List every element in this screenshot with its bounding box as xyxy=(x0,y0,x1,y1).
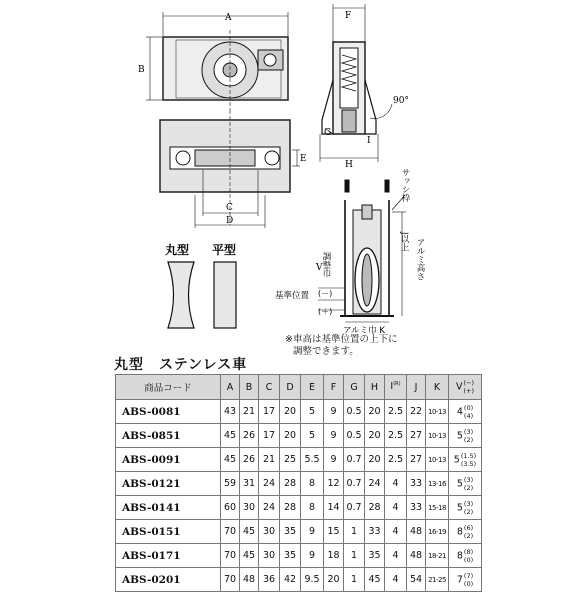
table-row xyxy=(116,424,482,448)
cell-h: 45 xyxy=(365,568,385,592)
minus-label: (－) xyxy=(318,289,333,298)
v-value: 7 xyxy=(456,574,463,585)
v-plus-value: (2) xyxy=(463,507,474,516)
plus-label: (＋) xyxy=(318,307,333,316)
table-row xyxy=(116,472,482,496)
cell-f: 12 xyxy=(324,472,344,496)
sash-label: サッシ枠 xyxy=(400,168,410,202)
cell-a: 45 xyxy=(221,424,240,448)
table-row xyxy=(116,544,482,568)
cell-e: 8 xyxy=(301,472,324,496)
cell-e: 9.5 xyxy=(301,568,324,592)
cell-j: 27 xyxy=(407,448,426,472)
cell-c: 30 xyxy=(259,520,280,544)
cell-v xyxy=(449,400,482,424)
cell-h: 20 xyxy=(365,400,385,424)
v-value: 8 xyxy=(456,550,463,561)
cell-g: 0.5 xyxy=(344,400,365,424)
dim-i: I xyxy=(367,136,371,146)
j-over-label: J以上 xyxy=(399,232,409,252)
side-view xyxy=(320,4,392,162)
cell-g: 0.7 xyxy=(344,448,365,472)
cell-v xyxy=(449,496,482,520)
cell-k: 10-13 xyxy=(426,400,449,424)
cell-d: 35 xyxy=(280,544,301,568)
cell-v xyxy=(449,424,482,448)
cell-b: 45 xyxy=(240,520,259,544)
cell-h: 33 xyxy=(365,520,385,544)
cell-f: 9 xyxy=(324,448,344,472)
cell-f: 15 xyxy=(324,520,344,544)
table-row xyxy=(116,400,482,424)
cell-h: 20 xyxy=(365,424,385,448)
v-minus-value: (8) xyxy=(463,547,474,556)
cell-f: 9 xyxy=(324,400,344,424)
cell-j: 48 xyxy=(407,544,426,568)
cell-c: 17 xyxy=(259,424,280,448)
cell-d: 25 xyxy=(280,448,301,472)
v-label: V xyxy=(316,263,323,273)
cell-d: 28 xyxy=(280,472,301,496)
cell-a: 70 xyxy=(221,544,240,568)
header-v: V(−) (+) xyxy=(449,375,482,400)
cell-v xyxy=(449,472,482,496)
v-plus-value: (0) xyxy=(463,555,474,564)
v-minus-value: (1.5) xyxy=(460,451,477,460)
cell-f: 20 xyxy=(324,568,344,592)
cell-j: 22 xyxy=(407,400,426,424)
cell-g: 1 xyxy=(344,568,365,592)
cell-k: 10-13 xyxy=(426,424,449,448)
cell-b: 26 xyxy=(240,424,259,448)
v-minus-value: (3) xyxy=(463,427,474,436)
cell-e: 5 xyxy=(301,424,324,448)
cell-i: 4 xyxy=(385,520,407,544)
cell-c: 21 xyxy=(259,448,280,472)
cell-d: 20 xyxy=(280,424,301,448)
product-code: ABS-0151 xyxy=(116,520,221,544)
dim-e: E xyxy=(300,154,307,164)
v-value: 5 xyxy=(456,430,463,441)
header-c: C xyxy=(259,375,280,400)
cell-b: 48 xyxy=(240,568,259,592)
dim-h: H xyxy=(345,160,353,170)
product-code: ABS-0141 xyxy=(116,496,221,520)
cell-d: 20 xyxy=(280,400,301,424)
header-a: A xyxy=(221,375,240,400)
v-value: 8 xyxy=(456,526,463,537)
header-i: $I^{(R)}$ xyxy=(385,375,407,400)
cell-v xyxy=(449,544,482,568)
dim-a: A xyxy=(225,13,232,23)
cell-d: 28 xyxy=(280,496,301,520)
cell-b: 21 xyxy=(240,400,259,424)
header-k: K xyxy=(426,375,449,400)
round-label: 丸型 xyxy=(165,243,190,257)
header-d: D xyxy=(280,375,301,400)
cell-j: 54 xyxy=(407,568,426,592)
v-value: 5 xyxy=(456,502,463,513)
v-minus-value: (0) xyxy=(463,403,474,412)
cell-j: 27 xyxy=(407,424,426,448)
product-code: ABS-0201 xyxy=(116,568,221,592)
cell-h: 35 xyxy=(365,544,385,568)
dim-d: D xyxy=(226,216,234,226)
cell-i: 4 xyxy=(385,472,407,496)
table-row xyxy=(116,520,482,544)
cell-a: 45 xyxy=(221,448,240,472)
header-g: G xyxy=(344,375,365,400)
front-view xyxy=(146,12,288,110)
cell-b: 45 xyxy=(240,544,259,568)
v-plus-value: (2) xyxy=(463,483,474,492)
cell-e: 5 xyxy=(301,400,324,424)
cell-k: 16-19 xyxy=(426,520,449,544)
cell-b: 30 xyxy=(240,496,259,520)
table-row xyxy=(116,496,482,520)
cell-a: 43 xyxy=(221,400,240,424)
cell-b: 31 xyxy=(240,472,259,496)
cell-g: 0.7 xyxy=(344,472,365,496)
v-plus-value: (2) xyxy=(463,531,474,540)
cell-v xyxy=(449,520,482,544)
cell-j: 48 xyxy=(407,520,426,544)
v-minus-value: (7) xyxy=(463,571,474,580)
table-header-row xyxy=(116,375,482,400)
angle-label: 90° xyxy=(393,96,409,106)
cell-c: 24 xyxy=(259,472,280,496)
header-code: 商品コード xyxy=(116,375,221,400)
cell-a: 70 xyxy=(221,520,240,544)
v-plus-value: (0) xyxy=(463,579,474,588)
product-code: ABS-0091 xyxy=(116,448,221,472)
cell-c: 30 xyxy=(259,544,280,568)
flat-label: 平型 xyxy=(212,243,237,257)
cell-e: 5.5 xyxy=(301,448,324,472)
cell-c: 24 xyxy=(259,496,280,520)
dim-c: C xyxy=(226,203,233,213)
header-b: B xyxy=(240,375,259,400)
rail-view xyxy=(318,180,406,322)
cell-g: 1 xyxy=(344,544,365,568)
cell-i: 4 xyxy=(385,568,407,592)
cell-h: 20 xyxy=(365,448,385,472)
dim-b: B xyxy=(138,65,145,75)
v-minus-value: (3) xyxy=(463,499,474,508)
header-f: F xyxy=(324,375,344,400)
cell-b: 26 xyxy=(240,448,259,472)
cell-g: 1 xyxy=(344,520,365,544)
spec-table xyxy=(115,374,482,592)
cell-e: 9 xyxy=(301,520,324,544)
cell-i: 2.5 xyxy=(385,448,407,472)
dim-f: F xyxy=(345,11,352,21)
cell-i: 4 xyxy=(385,544,407,568)
section-title: 丸型 ステンレス車 xyxy=(114,357,248,373)
v-minus-value: (3) xyxy=(463,475,474,484)
cell-j: 33 xyxy=(407,496,426,520)
dim-g: G xyxy=(324,128,332,138)
cell-f: 18 xyxy=(324,544,344,568)
product-code: ABS-0171 xyxy=(116,544,221,568)
cell-h: 24 xyxy=(365,472,385,496)
cell-i: 2.5 xyxy=(385,424,407,448)
cell-k: 15-18 xyxy=(426,496,449,520)
v-value: 5 xyxy=(453,454,460,465)
cell-k: 13-16 xyxy=(426,472,449,496)
cell-k: 10-13 xyxy=(426,448,449,472)
cell-f: 9 xyxy=(324,424,344,448)
cell-a: 60 xyxy=(221,496,240,520)
alumi-height-label: アルミ高さ xyxy=(415,238,425,281)
product-code: ABS-0851 xyxy=(116,424,221,448)
header-e: E xyxy=(301,375,324,400)
adjustment-note xyxy=(285,334,397,358)
cell-c: 36 xyxy=(259,568,280,592)
flat-wheel-profile xyxy=(214,262,236,328)
cell-k: 18-21 xyxy=(426,544,449,568)
cell-j: 33 xyxy=(407,472,426,496)
cell-d: 42 xyxy=(280,568,301,592)
cell-f: 14 xyxy=(324,496,344,520)
v-value: 4 xyxy=(456,406,463,417)
table-row xyxy=(116,448,482,472)
note-line-2: 調整できます。 xyxy=(293,346,359,357)
cell-a: 59 xyxy=(221,472,240,496)
v-plus-value: (3.5) xyxy=(460,459,477,468)
v-minus-value: (6) xyxy=(463,523,474,532)
cell-k: 21-25 xyxy=(426,568,449,592)
header-h: H xyxy=(365,375,385,400)
cell-a: 70 xyxy=(221,568,240,592)
header-j: J xyxy=(407,375,426,400)
note-line-1: ※車高は基準位置の上下に xyxy=(285,334,398,345)
cell-g: 0.5 xyxy=(344,424,365,448)
product-code: ABS-0121 xyxy=(116,472,221,496)
cell-i: 4 xyxy=(385,496,407,520)
cell-d: 35 xyxy=(280,520,301,544)
v-plus-value: (4) xyxy=(463,411,474,420)
cell-h: 28 xyxy=(365,496,385,520)
product-code: ABS-0081 xyxy=(116,400,221,424)
v-plus-value: (2) xyxy=(463,435,474,444)
cell-e: 8 xyxy=(301,496,324,520)
cell-c: 17 xyxy=(259,400,280,424)
cell-e: 9 xyxy=(301,544,324,568)
adjust-label: 調整巾 xyxy=(321,252,331,278)
alumi-width-label: アルミ巾 K xyxy=(343,326,385,336)
cell-g: 0.7 xyxy=(344,496,365,520)
cell-v xyxy=(449,448,482,472)
v-value: 5 xyxy=(456,478,463,489)
round-wheel-profile xyxy=(168,262,194,328)
cell-i: 2.5 xyxy=(385,400,407,424)
base-position-label: 基準位置 xyxy=(275,291,310,301)
